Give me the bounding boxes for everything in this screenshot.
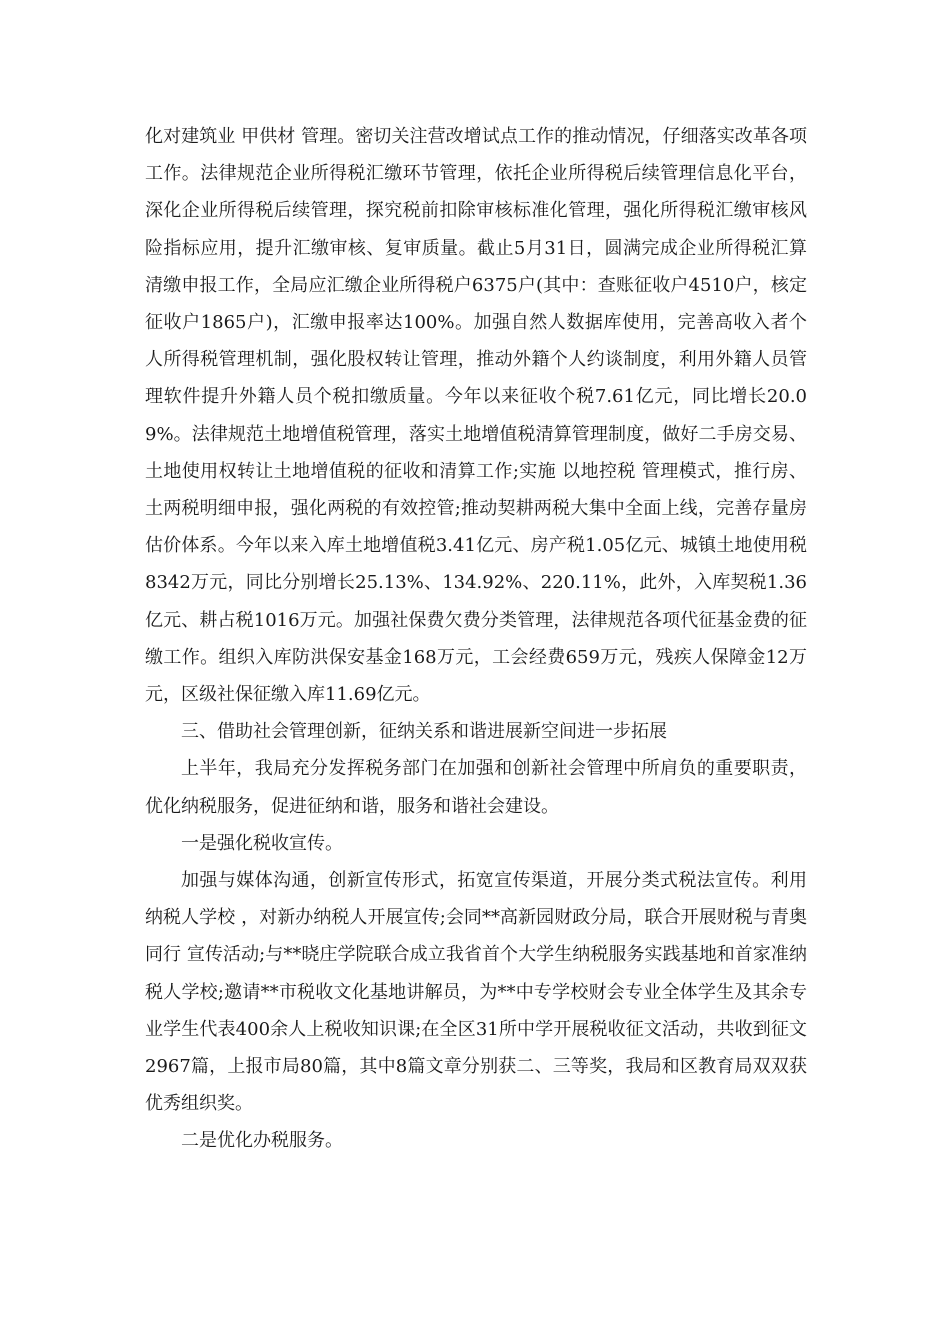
subheading-tax-publicity: 一是强化税收宣传。	[181, 832, 343, 854]
document-body	[145, 118, 807, 1160]
paragraph-income-tax-management: 化对建筑业 甲供材 管理。密切关注营改增试点工作的推动情况，仔细落实改革各项工作。法律规范企业所得税汇缴环节管理，依托企业所得税后续管理信息化平台，深化企业所得税后续管理，探究税前扣除审核标准化管理，强化所得税汇缴审核风险指标应用，提升汇缴审核、复审质量。截止5月31日，圆满完成企业所得税汇算清缴申报工作，全局应汇缴企业所得税户6375户(其中：查账征收户4510户，核定征收户1865户)，汇缴申报率达100%。加强自然人数据库使用，完善高收入者个人所得税管理机制，强化股权转让管理，推动外籍个人约谈制度，利用外籍人员管理软件提升外籍人员个税扣缴质量。今年以来征收个税7.61亿元，同比增长20.09%。法律规范土地增值税管理，落实土地增值税清算管理制度，做好二手房交易、土地使用权转让土地增值税的征收和清算工作;实施 以地控税 管理模式，推行房、土两税明细申报，强化两税的有效控管;推动契耕两税大集中全面上线，完善存量房估价体系。今年以来入库土地增值税3.41亿元、房产税1.05亿元、城镇土地使用税8342万元，同比分别增长25.13%、134.92%、220.11%，此外，入库契税1.36亿元、耕占税1016万元。加强社保费欠费分类管理，法律规范各项代征基金费的征缴工作。组织入库防洪保安基金168万元，工会经费659万元，残疾人保障金12万元，区级社保征缴入库11.69亿元。	[145, 126, 807, 706]
paragraph-first-half-summary: 上半年，我局充分发挥税务部门在加强和创新社会管理中所肩负的重要职责，优化纳税服务，促进征纳和谐，服务和谐社会建设。	[145, 758, 807, 817]
subheading-tax-service: 二是优化办税服务。	[181, 1130, 343, 1152]
paragraph-tax-publicity-details: 加强与媒体沟通，创新宣传形式，拓宽宣传渠道，开展分类式税法宣传。利用 纳税人学校 ，对新办纳税人开展宣传;会同**高新园财政分局，联合开展财税与青奥同行 宣传活动;与**晓庄学院联合成立我省首个大学生纳税服务实践基地和首家准纳税人学校;邀请**市税收文化基地讲解员，为**中专学校财会专业全体学生及其余专业学生代表400余人上税收知识课;在全区31所中学开展税收征文活动，共收到征文2967篇，上报市局80篇，其中8篇文章分别获二、三等奖，我局和区教育局双双获优秀组织奖。	[145, 870, 807, 1115]
section-heading-three: 三、借助社会管理创新，征纳关系和谐进展新空间进一步拓展	[181, 721, 667, 743]
